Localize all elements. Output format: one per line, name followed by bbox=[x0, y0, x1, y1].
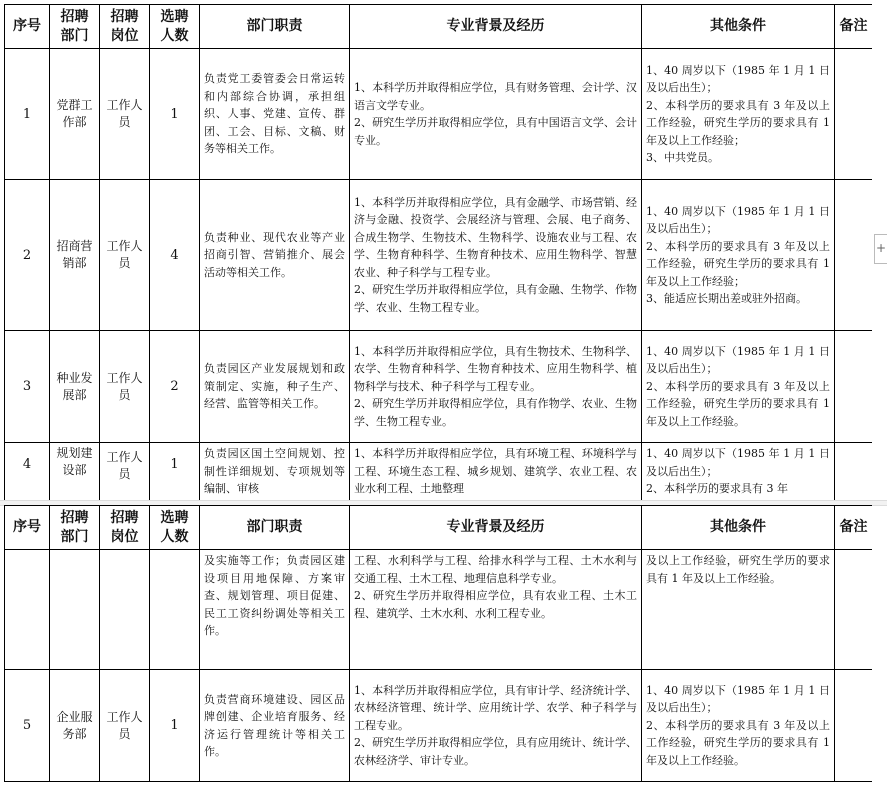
row-dept: 党群工作部 bbox=[50, 49, 100, 180]
row-other: 1、40 周岁以下（1985 年 1 月 1 日及以后出生）； 2、本科学历的要求具有 3 年及以上工作经验，研究生学历的要求具有 1 年及以上工作经验； 3、中共党员。 bbox=[642, 49, 835, 180]
row-post: 工作人员 bbox=[100, 443, 150, 501]
row-major: 1、本科学历并取得相应学位，具有财务管理、会计学、汉语言文学专业。 2、研究生学历并取得相应学位，具有中国语言文学、会计专业。 bbox=[350, 49, 642, 180]
row-dept: 招商营销部 bbox=[50, 180, 100, 331]
row-dept: 种业发展部 bbox=[50, 331, 100, 443]
row-seq: 1 bbox=[5, 49, 50, 180]
table-header-row bbox=[5, 5, 873, 49]
header-major: 专业背景及经历 bbox=[350, 5, 642, 49]
row-seq bbox=[5, 550, 50, 670]
header-count: 选聘人数 bbox=[150, 5, 200, 49]
row-duty: 负责党工委管委会日常运转和内部综合协调，承担组织、人事、党建、宣传、群团、工会、目标、文稿、财务等相关工作。 bbox=[200, 49, 350, 180]
row-other: 1、40 周岁以下（1985 年 1 月 1 日及以后出生）； 2、本科学历的要求具有 3 年及以上工作经验，研究生学历的要求具有 1 年及以上工作经验。 bbox=[642, 670, 835, 782]
row-post bbox=[100, 550, 150, 670]
table-row bbox=[5, 49, 873, 180]
header-seq: 序号 bbox=[5, 5, 50, 49]
table-row bbox=[5, 670, 873, 782]
row-seq: 2 bbox=[5, 180, 50, 331]
row-major: 1、本科学历并取得相应学位，具有生物技术、生物科学、农学、生物育种科学、生物育种技术、应用生物科学、植物科学与技术、种子科学与工程专业。 2、研究生学历并取得相应学位，具有作物学、农业、生物学、生物工程专业。 bbox=[350, 331, 642, 443]
expand-toggle[interactable]: + bbox=[874, 234, 887, 264]
row-seq: 5 bbox=[5, 670, 50, 782]
table-row-continued bbox=[5, 550, 873, 670]
table-row bbox=[5, 180, 873, 331]
header-other: 其他条件 bbox=[642, 5, 835, 49]
row-count: 1 bbox=[150, 670, 200, 782]
header-note: 备注 bbox=[835, 506, 873, 550]
row-seq: 4 bbox=[5, 443, 50, 501]
row-count: 2 bbox=[150, 331, 200, 443]
row-note bbox=[835, 670, 873, 782]
row-count: 1 bbox=[150, 49, 200, 180]
recruitment-table bbox=[4, 4, 872, 500]
row-other: 1、40 周岁以下（1985 年 1 月 1 日及以后出生）； 2、本科学历的要求具有 3 年及以上工作经验，研究生学历的要求具有 1 年及以上工作经验。 bbox=[642, 331, 835, 443]
header-seq: 序号 bbox=[5, 506, 50, 550]
row-major: 工程、水利科学与工程、给排水科学与工程、土木水利与交通工程、土木工程、地理信息科学专业。 2、研究生学历并取得相应学位，具有农业工程、土木工程、建筑学、土木水利、水利工程专业。 bbox=[350, 550, 642, 670]
row-dept: 企业服务部 bbox=[50, 670, 100, 782]
row-note bbox=[835, 49, 873, 180]
table-row bbox=[5, 443, 873, 501]
header-dept: 招聘部门 bbox=[50, 506, 100, 550]
row-other: 及以上工作经验，研究生学历的要求具有 1 年及以上工作经验。 bbox=[642, 550, 835, 670]
row-dept: 规划建设部 bbox=[50, 443, 100, 501]
row-other: 1、40 周岁以下（1985 年 1 月 1 日及以后出生）； 2、本科学历的要求具有 3 年及以上工作经验，研究生学历的要求具有 1 年及以上工作经验； 3、能适应长期出差或驻外招商。 bbox=[642, 180, 835, 331]
row-post: 工作人员 bbox=[100, 180, 150, 331]
row-duty: 负责园区国土空间规划、控制性详细规划、专项规划等编制、审核 bbox=[200, 443, 350, 501]
table-row bbox=[5, 331, 873, 443]
header-count: 选聘人数 bbox=[150, 506, 200, 550]
row-major: 1、本科学历并取得相应学位，具有审计学、经济统计学、农林经济管理、统计学、应用统计学、农学、种子科学与工程专业。 2、研究生学历并取得相应学位，具有应用统计、统计学、农林经济学、审计专业。 bbox=[350, 670, 642, 782]
row-duty: 负责种业、现代农业等产业招商引智、营销推介、展会活动等相关工作。 bbox=[200, 180, 350, 331]
row-duty: 负责营商环境建设、园区品牌创建、企业培育服务、经济运行管理统计等相关工作。 bbox=[200, 670, 350, 782]
row-note bbox=[835, 331, 873, 443]
row-note bbox=[835, 180, 873, 331]
header-duty: 部门职责 bbox=[200, 506, 350, 550]
header-duty: 部门职责 bbox=[200, 5, 350, 49]
row-other: 1、40 周岁以下（1985 年 1 月 1 日及以后出生）； 2、本科学历的要求具有 3 年 bbox=[642, 443, 835, 501]
row-seq: 3 bbox=[5, 331, 50, 443]
header-major: 专业背景及经历 bbox=[350, 506, 642, 550]
row-major: 1、本科学历并取得相应学位，具有环境工程、环境科学与工程、环境生态工程、城乡规划、建筑学、农业工程、农业水利工程、土地整理 bbox=[350, 443, 642, 501]
header-post: 招聘岗位 bbox=[100, 506, 150, 550]
row-major: 1、本科学历并取得相应学位，具有金融学、市场营销、经济与金融、投资学、会展经济与管理、会展、电子商务、合成生物学、生物技术、生物科学、设施农业与工程、农学、生物育种科学、生物育种技术、应用生物科学、智慧农业、种子科学与工程专业。 2、研究生学历并取得相应学位，具有金融、生物学、作物学、农业、生物工程专业。 bbox=[350, 180, 642, 331]
header-dept: 招聘部门 bbox=[50, 5, 100, 49]
recruitment-table-continued bbox=[4, 505, 872, 782]
row-count bbox=[150, 550, 200, 670]
row-post: 工作人员 bbox=[100, 49, 150, 180]
row-dept bbox=[50, 550, 100, 670]
header-post: 招聘岗位 bbox=[100, 5, 150, 49]
header-note: 备注 bbox=[835, 5, 873, 49]
row-count: 1 bbox=[150, 443, 200, 501]
row-duty: 及实施等工作；负责园区建设项目用地保障、方案审查、规划管理、项目促建、民工工资纠纷调处等相关工作。 bbox=[200, 550, 350, 670]
table-header-row bbox=[5, 506, 873, 550]
row-note bbox=[835, 550, 873, 670]
row-count: 4 bbox=[150, 180, 200, 331]
row-note bbox=[835, 443, 873, 501]
table-page-2 bbox=[4, 505, 872, 785]
row-post: 工作人员 bbox=[100, 331, 150, 443]
row-post: 工作人员 bbox=[100, 670, 150, 782]
header-other: 其他条件 bbox=[642, 506, 835, 550]
row-duty: 负责园区产业发展规划和政策制定、实施，种子生产、经营、监管等相关工作。 bbox=[200, 331, 350, 443]
table-page-1 bbox=[4, 4, 872, 500]
